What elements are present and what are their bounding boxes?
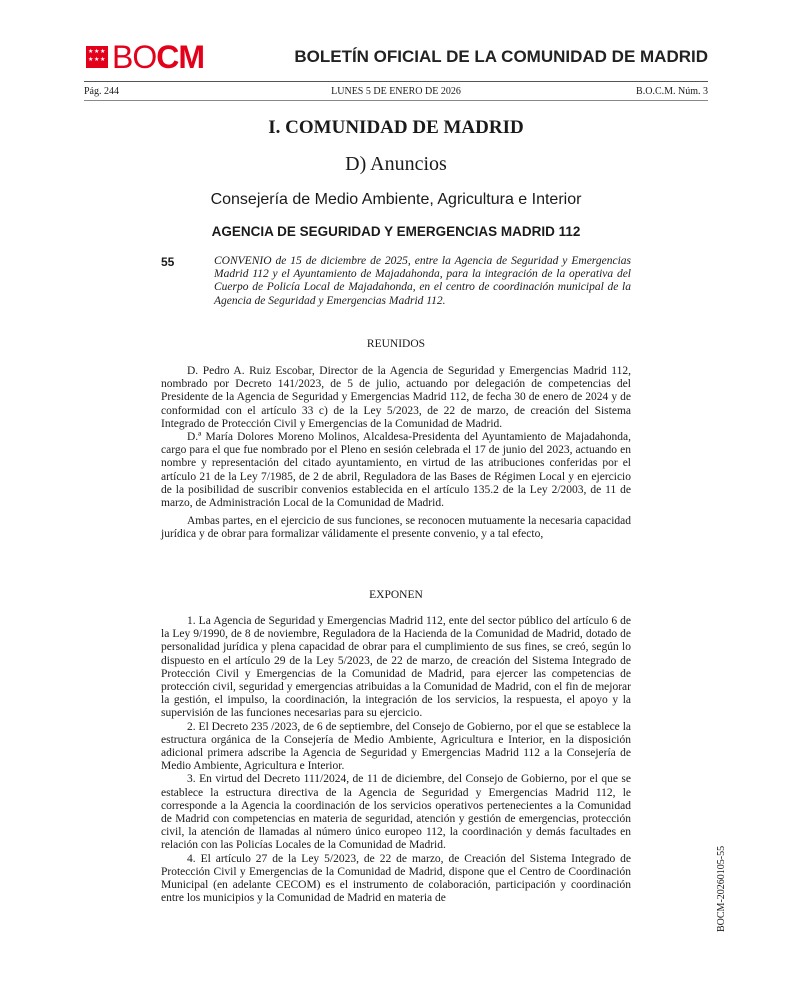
entry-number: 55 bbox=[161, 255, 175, 269]
header-rule bbox=[84, 81, 708, 82]
side-document-code: BOCM-20260105-55 bbox=[716, 845, 727, 932]
logo-text bbox=[112, 41, 204, 73]
logo-cm: CM bbox=[156, 39, 204, 75]
reunidos-paragraph: Ambas partes, en el ejercicio de sus funciones, se reconocen mutuamente la necesaria capacidad jurídica y de obrar para formalizar válidamente el presente convenio, y a tal efecto, bbox=[161, 515, 631, 541]
exponen-heading: EXPONEN bbox=[369, 589, 423, 601]
reunidos-body bbox=[161, 365, 631, 542]
madrid-stars-icon: ★ ★ ★ ★ ★ ★ bbox=[86, 46, 108, 68]
masthead-title: BOLETÍN OFICIAL DE LA COMUNIDAD DE MADRID bbox=[294, 47, 708, 66]
page-number: Pág. 244 bbox=[84, 86, 119, 97]
exponen-paragraph: 4. El artículo 27 de la Ley 5/2023, de 22 de marzo, de Creación del Sistema Integrado de Protección Civil y Emergencias de la Comunidad de Madrid, dispone que el Centro de Coordinación Municipal (en adelante CECOM) es el instrumento de colaboración, participación y coordinación entre los municipios y la Comunidad de Madrid en materia de bbox=[161, 852, 631, 905]
issue-number: B.O.C.M. Núm. 3 bbox=[636, 86, 708, 97]
subsection-title: D) Anuncios bbox=[345, 153, 447, 175]
issue-date: LUNES 5 DE ENERO DE 2026 bbox=[331, 86, 461, 97]
exponen-paragraph: 2. El Decreto 235 /2023, de 6 de septiembre, del Consejo de Gobierno, por el que se establece la estructura orgánica de la Consejería de Medio Ambiente, Agricultura e Interior, en la disposición adicional primera adscribe la Agencia de Seguridad y Emergencias Madrid 112 a la Consejería de Medio Ambiente, Agricultura e Interior. bbox=[161, 720, 631, 773]
exponen-paragraph: 3. En virtud del Decreto 111/2024, de 11 de diciembre, del Consejo de Gobierno, por el que se establece la estructura directiva de la Agencia de Seguridad y Emergencias Madrid 112, le corresponde a la Agencia la coordinación de los servicios operativos pertenecientes a la Comunidad de Madrid con competencias en materia de seguridad, atención y gestión de emergencias, protección civil, la atención de llamadas al número único europeo 112, la coordinación y demás facultades en relación con las Policías Locales de la Comunidad de Madrid. bbox=[161, 773, 631, 852]
logo-bo: BO bbox=[112, 39, 157, 75]
department-title: Consejería de Medio Ambiente, Agricultura e Interior bbox=[210, 191, 582, 208]
agency-title: AGENCIA DE SEGURIDAD Y EMERGENCIAS MADRID 112 bbox=[211, 224, 581, 239]
section-title: I. COMUNIDAD DE MADRID bbox=[268, 117, 524, 138]
entry-summary: CONVENIO de 15 de diciembre de 2025, entre la Agencia de Seguridad y Emergencias Madrid 112 y el Ayuntamiento de Majadahonda, para la integración de la operativa del Cuerpo de Policía Local de Majadahonda, en el centro de coordinación municipal de la Agencia de Seguridad y Emergencias Madrid 112. bbox=[214, 255, 631, 307]
exponen-body bbox=[161, 615, 631, 905]
subheader-rule bbox=[84, 100, 708, 101]
reunidos-paragraph: D. Pedro A. Ruiz Escobar, Director de la Agencia de Seguridad y Emergencias Madrid 112, nombrado por Decreto 141/2023, de 5 de julio, actuando por delegación de competencias del Presidente de la Agencia de Seguridad y Emergencias Madrid 112, de fecha 30 de enero de 2024 y de conformidad con el artículo 33 c) de la Ley 5/2023, de 22 de marzo, de creación del Sistema Integrado de Protección Civil y Emergencias de la Comunidad de Madrid. bbox=[161, 365, 631, 430]
reunidos-paragraph: D.ª María Dolores Moreno Molinos, Alcaldesa-Presidenta del Ayuntamiento de Majadahonda, cargo para el que fue nombrado por el Pleno en sesión celebrada el 17 de junio del 2023, actuando en nombre y representación del citado ayuntamiento, en virtud de las atribuciones conferidas por el artículo 21 de la Ley 7/1985, de 2 de abril, Reguladora de las Bases de Régimen Local y en ejercicio de la posibilidad de suscribir convenios establecida en el artículo 135.2 de la Ley 2/2003, de 11 de marzo, de Administración Local de la Comunidad de Madrid. bbox=[161, 431, 631, 510]
reunidos-heading: REUNIDOS bbox=[366, 338, 426, 350]
exponen-paragraph: 1. La Agencia de Seguridad y Emergencias Madrid 112, ente del sector público del artículo 6 de la Ley 9/1990, de 8 de noviembre, Reguladora de la Hacienda de la Comunidad de Madrid, dotado de personalidad jurídica y plena capacidad de obrar para el cumplimiento de sus fines, se creó, según lo dispuesto en el artículo 29 de la Ley 5/2023, de 22 de marzo, de creación del Sistema Integrado de Protección Civil y Emergencias de la Comunidad de Madrid, para ejercer las competencias de protección civil, seguridad y emergencias atribuidas a la Comunidad de Madrid, con el fin de mejorar la gestión, el impulso, la coordinación, la integración de los servicios, la respuesta, el apoyo y la supervisión de las funciones necesarias para su ejercicio. bbox=[161, 615, 631, 720]
bocm-logo bbox=[86, 41, 204, 73]
